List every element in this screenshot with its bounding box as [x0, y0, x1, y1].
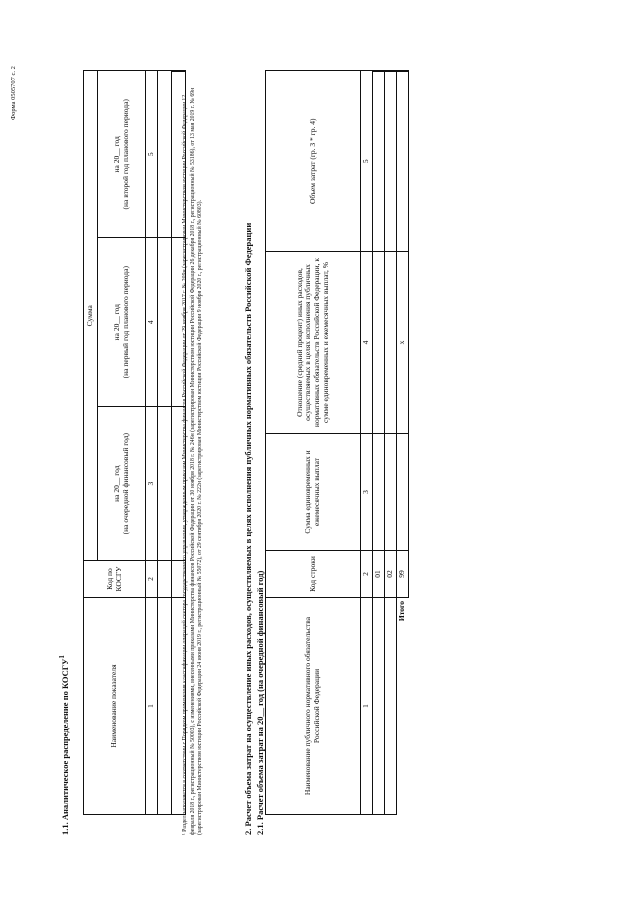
col-number-1: 1	[361, 598, 373, 815]
col-number-2: 2	[146, 561, 158, 598]
col-number-3: 3	[146, 407, 158, 561]
col-row-code-header: Код строки	[266, 551, 361, 598]
col-number-5: 5	[146, 71, 158, 238]
volume-cell[interactable]	[397, 71, 409, 252]
sum-payments-cell[interactable]	[397, 434, 409, 551]
year2-label: на 20__ год	[111, 304, 121, 341]
table-row	[373, 71, 385, 815]
pno-table	[265, 70, 409, 815]
col-ratio-header: Отношение (средний процент) иных расходов, осуществляемых в целях исполнения публичных нормативных обязательств Российской Федерации, к сумме единовременных и ежемесячных выплат, %	[266, 252, 361, 434]
section-2-title: 2. Расчет объема затрат на осуществление иных расходов, осуществляемых в целях исполнения публичных нормативных обязательств Российской Федерации	[243, 222, 253, 835]
form-number: Форма 0505707 с. 2	[10, 66, 17, 120]
pno-name-cell[interactable]	[373, 598, 385, 815]
col-sum-header: Сумма	[84, 71, 98, 561]
footnote-text: ¹ Раздел заполняется в соответствии с Порядком применения классификации операций сектора государственного управления, утвержденным приказом Министерства финансов Российской Федерации от 29 ноября 2017 г. № 209н (зарегистрирован Министерством юстиции Российской Федерации 12 февраля 2018 г., регистрационный № 50003), с изменениями, внесенными приказами Министерства финансов Российской Федерации от 30 ноября 2018 г. № 246н (зарегистрирован Министерством юстиции Российской Федерации 26 декабря 2018 г., регистрационный № 53186), от 13 мая 2019 г. № 69н (зарегистрирован Министерством юстиции Российской Федерации 24 июня 2019 г., регистрационный № 55072), от 29 сентября 2020 г. № 222н (зарегистрирован Министерством юстиции Российской Федерации 9 ноября 2020 г., регистрационный № 60803).	[182, 87, 204, 835]
year1-note: (на очередной финансовый год)	[120, 432, 130, 535]
empty-cell[interactable]	[158, 407, 172, 561]
col-name-header: Наименование показателя	[84, 598, 146, 815]
col-number-4: 4	[146, 238, 158, 407]
col-pno-name-header: Наименование публичного нормативного обязательства Российской Федерации	[266, 598, 361, 815]
col-number-2: 2	[361, 551, 373, 598]
col-number-3: 3	[361, 434, 373, 551]
col-year2-header	[98, 238, 146, 407]
empty-cell[interactable]	[158, 561, 172, 598]
col-sum-payments-header: Сумма единовременных и ежемесячных выплат	[266, 434, 361, 551]
year3-label: на 20__ год	[111, 136, 121, 173]
total-row	[397, 71, 409, 815]
volume-cell[interactable]	[373, 71, 385, 252]
kosgu-table	[83, 70, 186, 815]
row-code: 01	[373, 551, 385, 598]
pno-name-cell[interactable]	[385, 598, 397, 815]
col-code-header: Код по КОСГУ	[84, 561, 146, 598]
col-year3-header	[98, 71, 146, 238]
year2-note: (на первый год планового периода)	[120, 266, 130, 379]
sum-payments-cell[interactable]	[373, 434, 385, 551]
ratio-cell: x	[397, 252, 409, 434]
row-code: 02	[385, 551, 397, 598]
empty-cell[interactable]	[158, 238, 172, 407]
col-number-5: 5	[361, 71, 373, 252]
empty-cell[interactable]	[158, 598, 172, 815]
col-volume-header: Объем затрат (гр. 3 * гр. 4)	[266, 71, 361, 252]
ratio-cell[interactable]	[385, 252, 397, 434]
ratio-cell[interactable]	[373, 252, 385, 434]
row-code: 99	[397, 551, 409, 598]
volume-cell[interactable]	[385, 71, 397, 252]
year3-note: (на второй год планового периода)	[120, 99, 130, 210]
total-label: Итого	[397, 601, 407, 622]
col-year1-header	[98, 407, 146, 561]
year1-label: на 20__ год	[111, 465, 121, 502]
table-row	[385, 71, 397, 815]
col-number-1: 1	[146, 598, 158, 815]
section-1-1-title	[58, 655, 70, 835]
empty-cell[interactable]	[158, 71, 172, 238]
sum-payments-cell[interactable]	[385, 434, 397, 551]
col-number-4: 4	[361, 252, 373, 434]
section-2-1-title: 2.1. Расчет объема затрат на 20__ год (на очередной финансовый год)	[255, 570, 265, 835]
section-1-1-title-text: 1.1. Аналитическое распределение по КОСГУ	[59, 658, 70, 835]
footnote-mark: 1	[58, 655, 66, 659]
